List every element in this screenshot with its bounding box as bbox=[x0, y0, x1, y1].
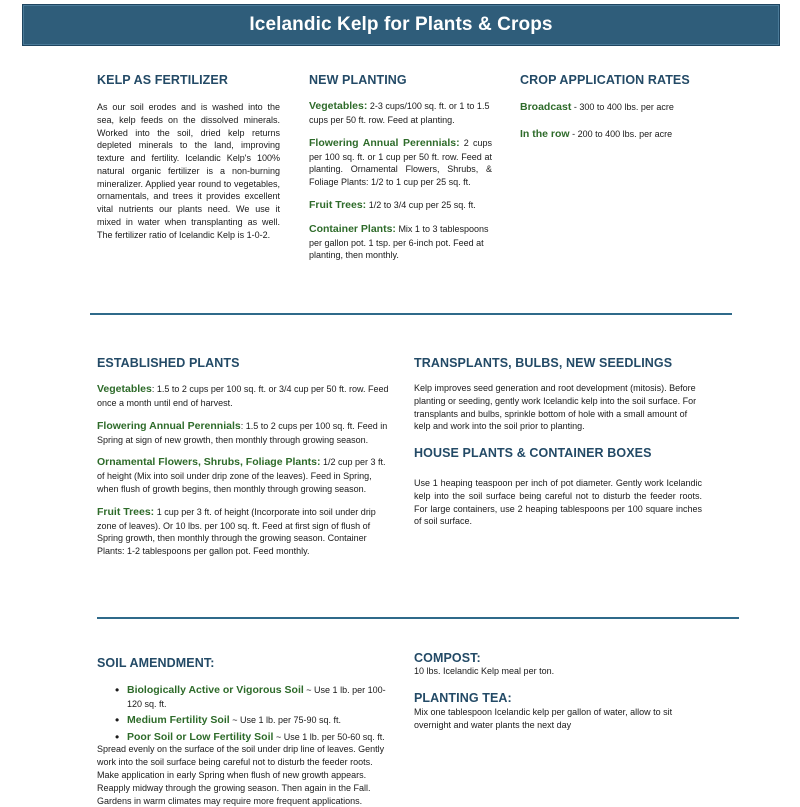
transplants-body: Kelp improves seed generation and root development (mitosis). Before planting or seeding, gently work Icelandic kelp into the soil surface. For transplants and bulbs, sprinkle bottom of hole with a small amount of kelp and work into the soil prior to planting. bbox=[414, 383, 697, 432]
title-banner bbox=[22, 4, 780, 46]
new-planting-item: Vegetables: 2-3 cups/100 sq. ft. or 1 to 1.5 cups per 50 ft. row. Feed at planting. bbox=[309, 100, 490, 125]
crop-item: Broadcast - 300 to 400 lbs. per acre bbox=[520, 101, 674, 113]
soil-heading: SOIL AMENDMENT: bbox=[97, 656, 215, 670]
kelp-section bbox=[97, 101, 280, 250]
section-divider bbox=[90, 313, 732, 315]
transplants-section bbox=[414, 382, 704, 442]
section-divider bbox=[97, 617, 739, 619]
established-item: Ornamental Flowers, Shrubs, Foliage Plants: 1/2 cup per 3 ft. of height (Mix into soil under drip zone of the leaves). Feed in Spring, when flush of growth begins, then monthly through growing season. bbox=[97, 456, 386, 495]
compost-body: 10 lbs. Icelandic Kelp meal per ton. bbox=[414, 666, 555, 676]
established-section bbox=[97, 382, 389, 567]
soil-list bbox=[97, 683, 387, 744]
soil-bullet: • Biologically Active or Vigorous Soil ~ Use 1 lb. per 100-120 sq. ft. bbox=[127, 683, 387, 711]
tea-heading: PLANTING TEA: bbox=[414, 691, 512, 705]
house-heading: HOUSE PLANTS & CONTAINER BOXES bbox=[414, 446, 652, 460]
compost-heading: COMPOST: bbox=[414, 651, 481, 665]
new-planting-section bbox=[309, 99, 492, 271]
soil-bullet: • Medium Fertility Soil ~ Use 1 lb. per 75-90 sq. ft. bbox=[127, 713, 387, 728]
new-planting-item: Flowering Annual Perennials: 2 cups per 100 sq. ft. or 1 cup per 50 ft. row. Feed at planting. Ornamental Flowers, Shrubs, & Foliage Plants: 1/2 to 1 cup per 25 sq. ft. bbox=[309, 136, 492, 188]
house-body: Use 1 heaping teaspoon per inch of pot diameter. Gently work Icelandic kelp into the soil surface being careful not to disturb the feeder roots. For large containers, use 2 heaping tablespoons per 100 square inches of soil surface. bbox=[414, 478, 702, 527]
page-title: Icelandic Kelp for Plants & Crops bbox=[249, 13, 553, 35]
crop-section bbox=[520, 100, 720, 151]
tea-section bbox=[414, 706, 706, 741]
crop-item: In the row - 200 to 400 lbs. per acre bbox=[520, 127, 673, 140]
new-planting-item: Fruit Trees: 1/2 to 3/4 cup per 25 sq. ft. bbox=[309, 198, 476, 211]
kelp-heading: KELP AS FERTILIZER bbox=[97, 73, 228, 87]
transplants-heading: TRANSPLANTS, BULBS, NEW SEEDLINGS bbox=[414, 356, 673, 370]
established-heading: ESTABLISHED PLANTS bbox=[97, 356, 240, 370]
soil-body: Spread evenly on the surface of the soil under drip line of leaves. Gently work into the soil surface being careful not to disturb the feeder roots. Make application in early Spring when flush of new growth appears. Reapply midway through the growing season. Then again in the Fall. Gardens in warm climates may require more frequent applications. bbox=[97, 744, 385, 806]
established-item: Fruit Trees: 1 cup per 3 ft. of height (Incorporate into soil under drip zone of leaves). Or 10 lbs. per 100 sq. ft. Feed at first sign of flush of Spring growth, then monthly through the growing season. Container Plants: 1-2 tablespoons per gallon pot. Feed monthly. bbox=[97, 505, 376, 557]
house-section bbox=[414, 477, 702, 537]
established-item: Flowering Annual Perennials: 1.5 to 2 cups per 100 sq. ft. Feed in Spring at sign of new growth, then monthly through growing season. bbox=[97, 419, 388, 445]
crop-heading: CROP APPLICATION RATES bbox=[520, 73, 690, 87]
compost-section bbox=[414, 665, 704, 687]
new-planting-item: Container Plants: Mix 1 to 3 tablespoons per gallon pot. 1 tsp. per 6-inch pot. Feed at planting, then monthly. bbox=[309, 222, 489, 261]
established-item: Vegetables: 1.5 to 2 cups per 100 sq. ft. or 3/4 cup per 50 ft. row. Feed once a month until end of harvest. bbox=[97, 383, 389, 408]
kelp-body: As our soil erodes and is washed into the sea, kelp feeds on the dissolved minerals. Worked into the soil, dried kelp returns depleted minerals to the land, improving texture and fertility. Icelandic Kelp's 100% natural organic fertilizer is a non-burning mineralizer. Applied year round to vegetables, ornamentals, and trees it provides excellent vital nutrients our plants need. We use it mixed in water when transplanting as well. The fertilizer ratio of Icelandic Kelp is 1-0-2. bbox=[97, 102, 280, 240]
tea-body: Mix one tablespoon Icelandic kelp per gallon of water, allow to sit overnight and water plants the next day bbox=[414, 707, 673, 730]
soil-section bbox=[97, 679, 387, 807]
soil-bullet: • Poor Soil or Low Fertility Soil ~ Use 1 lb. per 50-60 sq. ft. bbox=[127, 730, 387, 745]
new-planting-heading: NEW PLANTING bbox=[309, 73, 407, 87]
